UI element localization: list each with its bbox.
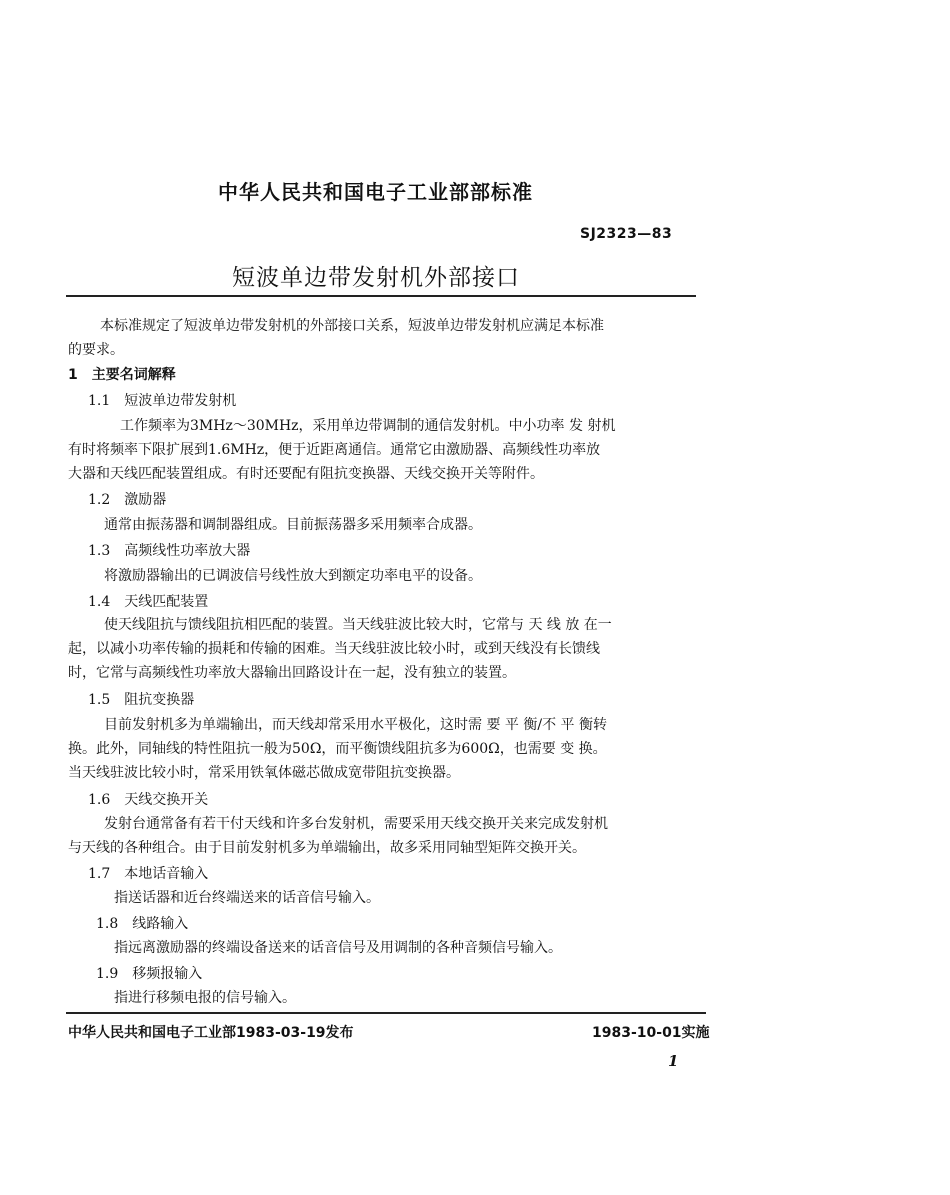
subsection-title: 天线匹配装置 xyxy=(124,594,209,610)
subsection-number: 1.1 xyxy=(88,393,111,409)
subsection-title: 天线交换开关 xyxy=(124,792,209,808)
title-divider xyxy=(66,295,696,297)
subsection-heading xyxy=(88,688,194,712)
paragraph-line: 起，以减小功率传输的损耗和传输的困难。当天线驻波比较小时，或到天线没有长馈线 xyxy=(68,641,600,657)
document-title: 短波单边带发射机外部接口 xyxy=(232,265,520,291)
paragraph-line: 指进行移频电报的信号输入。 xyxy=(114,990,296,1006)
subsection-heading xyxy=(88,862,208,886)
subsection-number: 1.2 xyxy=(88,492,111,508)
subsection-heading xyxy=(88,590,208,614)
intro-line-1: 本标准规定了短波单边带发射机的外部接口关系，短波单边带发射机应满足本标准 xyxy=(100,318,604,334)
paragraph-line: 使天线阻抗与馈线阻抗相匹配的装置。当天线驻波比较大时，它常与 天 线 放 在一 xyxy=(104,617,612,633)
subsection-heading xyxy=(88,539,250,563)
paragraph-line: 指送话器和近台终端送来的话音信号输入。 xyxy=(114,890,380,906)
subsection-title: 移频报输入 xyxy=(132,966,203,982)
subsection-title: 高频线性功率放大器 xyxy=(124,543,251,559)
paragraph-line: 大器和天线匹配装置组成。有时还要配有阻抗变换器、天线交换开关等附件。 xyxy=(68,466,544,482)
paragraph-line: 目前发射机多为单端输出，而天线却常采用水平极化，这时需 要 平 衡/不 平 衡转 xyxy=(104,717,607,733)
subsection-number: 1.7 xyxy=(88,866,111,882)
footer-divider xyxy=(66,1012,706,1014)
subsection-number: 1.3 xyxy=(88,543,111,559)
subsection-number: 1.6 xyxy=(88,792,111,808)
subsection-number: 1.8 xyxy=(96,916,119,932)
paragraph-line: 与天线的各种组合。由于目前发射机多为单端输出，故多采用同轴型矩阵交换开关。 xyxy=(68,840,586,856)
standard-code: SJ2323—83 xyxy=(580,226,673,242)
section-heading: 1 主要名词解释 xyxy=(68,367,176,383)
paragraph-line: 将激励器输出的已调波信号线性放大到额定功率电平的设备。 xyxy=(104,568,482,584)
intro-line-2: 的要求。 xyxy=(68,342,124,358)
subsection-number: 1.9 xyxy=(96,966,119,982)
paragraph-line: 当天线驻波比较小时，常采用铁氧体磁芯做成宽带阻抗变换器。 xyxy=(68,765,460,781)
subsection-heading xyxy=(96,962,202,986)
issuing-authority: 中华人民共和国电子工业部部标准 xyxy=(218,180,533,204)
page-number: 1 xyxy=(668,1052,679,1070)
subsection-title: 激励器 xyxy=(124,492,167,508)
paragraph-line: 指远离激励器的终端设备送来的话音信号及用调制的各种音频信号输入。 xyxy=(114,940,562,956)
effective-date: 1983-10-01实施 xyxy=(592,1025,710,1041)
paragraph-line: 时，它常与高频线性功率放大器输出回路设计在一起，没有独立的装置。 xyxy=(68,665,516,681)
paragraph-line: 发射台通常备有若干付天线和许多台发射机，需要采用天线交换开关来完成发射机 xyxy=(104,816,608,832)
subsection-heading xyxy=(88,389,236,413)
subsection-title: 短波单边带发射机 xyxy=(124,393,237,409)
subsection-title: 本地话音输入 xyxy=(124,866,209,882)
paragraph-line: 通常由振荡器和调制器组成。目前振荡器多采用频率合成器。 xyxy=(104,517,482,533)
subsection-number: 1.4 xyxy=(88,594,111,610)
paragraph-line: 有时将频率下限扩展到1.6MHz，便于近距离通信。通常它由激励器、高频线性功率放 xyxy=(68,442,601,458)
paragraph-line: 工作频率为3MHz～30MHz，采用单边带调制的通信发射机。中小功率 发 射机 xyxy=(120,418,616,434)
subsection-number: 1.5 xyxy=(88,692,111,708)
paragraph-line: 换。此外，同轴线的特性阻抗一般为50Ω，而平衡馈线阻抗多为600Ω，也需要 变 换。 xyxy=(68,741,607,757)
subsection-title: 阻抗变换器 xyxy=(124,692,195,708)
subsection-heading xyxy=(88,788,208,812)
subsection-heading xyxy=(96,912,188,936)
subsection-title: 线路输入 xyxy=(132,916,189,932)
issue-date: 中华人民共和国电子工业部1983-03-19发布 xyxy=(68,1025,354,1041)
subsection-heading xyxy=(88,488,166,512)
